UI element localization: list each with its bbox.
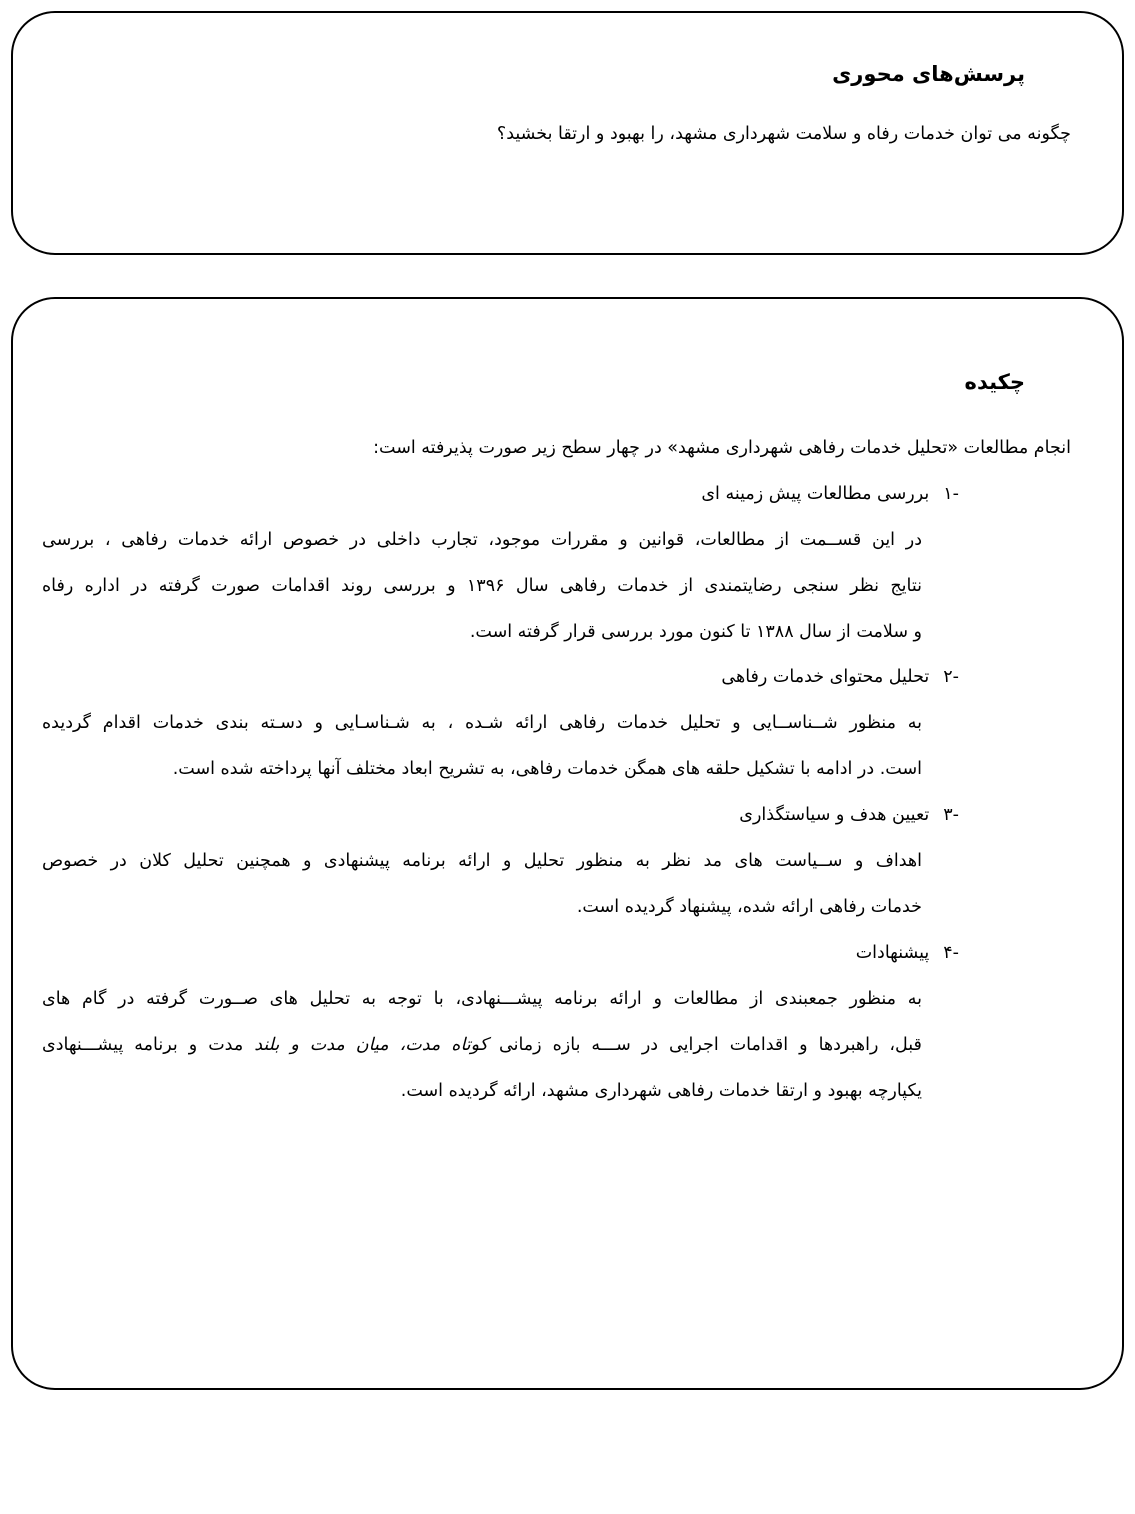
key-question-text: چگونه می توان خدمات رفاه و سلامت شهرداری مشهد، را بهبود و ارتقا بخشید؟ [496, 124, 1071, 144]
list-item-heading [856, 939, 959, 967]
list-item-paragraph [42, 838, 922, 930]
paragraph-line: یکپارچه بهبود و ارتقا خدمات رفاهی شهرداری مشهد، ارائه گردیده است. [400, 1081, 922, 1101]
list-item-title: پیشنهادات [855, 943, 930, 963]
list-item-number: -۴ [943, 943, 959, 963]
short-term-term: کوتاه مدت، [399, 1035, 489, 1055]
list-item-heading [701, 480, 959, 508]
abstract-intro: انجام مطالعات «تحلیل خدمات رفاهی شهرداری مشهد» در چهار سطح زیر صورت پذیرفته است: [373, 438, 1071, 458]
list-item-heading [739, 801, 959, 829]
line-segment: قبل، راهبردها و اقدامات اجرایی در ســـه بازه زمانی [499, 1035, 922, 1055]
abstract-box [11, 297, 1124, 1390]
list-item-number: -۳ [943, 805, 959, 825]
list-item-heading [721, 663, 959, 691]
key-questions-box [11, 11, 1124, 255]
list-item-number: -۱ [943, 484, 959, 504]
line-segment: مدت و برنامه پیشـــنهادی [42, 1035, 244, 1055]
list-item-title: تحلیل محتوای خدمات رفاهی [721, 667, 930, 687]
paragraph-line: اهداف و ســیاست های مد نظر به منظور تحلیل و ارائه برنامه پیشنهادی و همچنین تحلیل کلان در خصوص [42, 851, 922, 871]
paragraph-line: به منظور جمعبندی از مطالعات و ارائه برنامه پیشـــنهادی، با توجه به تحلیل های صــورت گرفته در گام های [42, 989, 922, 1009]
list-item-paragraph [42, 517, 922, 655]
paragraph-line: در این قســمت از مطالعات، قوانین و مقررات موجود، تجارب داخلی در خصوص ارائه خدمات رفاهی ، بررسی [42, 530, 922, 550]
list-item-title: بررسی مطالعات پیش زمینه ای [701, 484, 930, 504]
list-item-title: تعیین هدف و سیاستگذاری [739, 805, 930, 825]
key-questions-title: پرسش‌های محوری [832, 62, 1025, 86]
paragraph-line: خدمات رفاهی ارائه شده، پیشنهاد گردیده است. [576, 897, 922, 917]
paragraph-line: است. در ادامه با تشکیل حلقه های همگن خدمات رفاهی، به تشریح ابعاد مختلف آنها پرداخته شده است. [172, 759, 922, 779]
paragraph-line: و سلامت از سال ۱۳۸۸ تا کنون مورد بررسی قرار گرفته است. [469, 622, 922, 642]
list-item-number: -۲ [943, 667, 959, 687]
abstract-title: چکیده [964, 370, 1025, 394]
list-item-paragraph [42, 976, 922, 1114]
paragraph-line [42, 1022, 922, 1068]
list-item-paragraph [42, 700, 922, 792]
paragraph-line: به منظور شــناســایی و تحلیل خدمات رفاهی ارائه شـده ، به شـناسـایی و دسـته بندی خدمات اقدام گردیده [42, 713, 922, 733]
paragraph-line: نتایج نظر سنجی رضایتمندی از خدمات رفاهی سال ۱۳۹۶ و بررسی روند اقدامات صورت گرفته در اداره رفاه [42, 576, 922, 596]
mid-long-term-term: میان مدت و بلند [254, 1035, 389, 1055]
